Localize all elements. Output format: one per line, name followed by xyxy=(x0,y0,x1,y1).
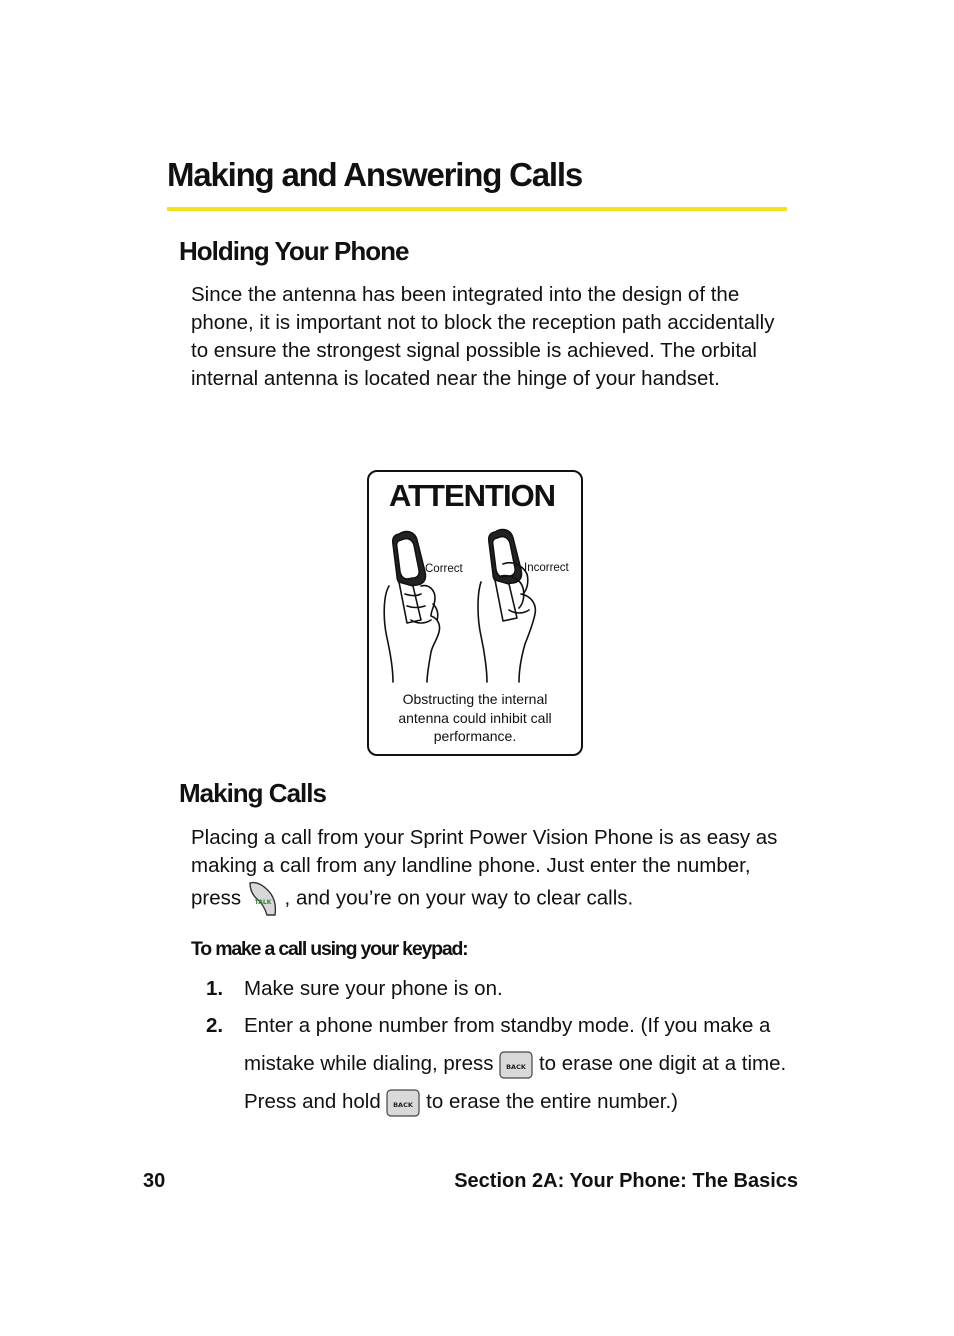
footer-section-title: Section 2A: Your Phone: The Basics xyxy=(454,1170,798,1192)
attention-box xyxy=(367,470,583,756)
back-key-icon xyxy=(499,1051,533,1079)
step-2-text xyxy=(244,1007,794,1121)
making-calls-text-part2: , and you’re on your way to clear calls. xyxy=(284,886,634,910)
talk-key-icon xyxy=(247,880,279,918)
holding-phone-paragraph: Since the antenna has been integrated into the design of the phone, it is important not to block the reception path accidentally to ensure the strongest signal possible is achieved. The orbital internal antenna is located near the hinge of your handset. xyxy=(191,283,775,390)
correct-grip-illustration xyxy=(384,532,439,682)
page-number: 30 xyxy=(143,1170,166,1192)
correct-label: Correct xyxy=(425,563,463,575)
incorrect-grip-illustration xyxy=(478,530,535,682)
phone-holding-illustration xyxy=(377,524,577,684)
step-1-number: 1. xyxy=(206,977,224,1000)
attention-title: ATTENTION xyxy=(389,478,556,513)
back-key-text: BACK xyxy=(506,1062,527,1071)
step-2-number: 2. xyxy=(206,1014,224,1037)
back-key-icon xyxy=(386,1089,420,1117)
incorrect-label: Incorrect xyxy=(524,562,569,574)
talk-key-text: TALK xyxy=(254,899,272,906)
procedure-heading: To make a call using your keypad: xyxy=(191,938,468,960)
attention-caption: Obstructing the internal antenna could inhibit call performance. xyxy=(398,691,552,744)
making-calls-heading: Making Calls xyxy=(179,778,326,808)
page-title: Making and Answering Calls xyxy=(167,156,582,193)
step-2-text-c: to erase the entire number.) xyxy=(426,1090,679,1113)
making-calls-paragraph xyxy=(191,824,781,918)
step-1-text: Make sure your phone is on. xyxy=(244,977,503,1000)
step-2-text-a: Enter a phone number from standby mode. (If you make a mistake while dialing, press xyxy=(244,1014,771,1075)
step-2-text-b: to erase one digit at a time. Press and hold xyxy=(244,1052,787,1113)
back-key-text: BACK xyxy=(393,1100,414,1109)
making-calls-text-part1: Placing a call from your Sprint Power Vision Phone is as easy as making a call from any landline phone. Just enter the number, press xyxy=(191,826,778,910)
title-rule xyxy=(167,207,787,211)
holding-phone-heading: Holding Your Phone xyxy=(179,236,409,266)
